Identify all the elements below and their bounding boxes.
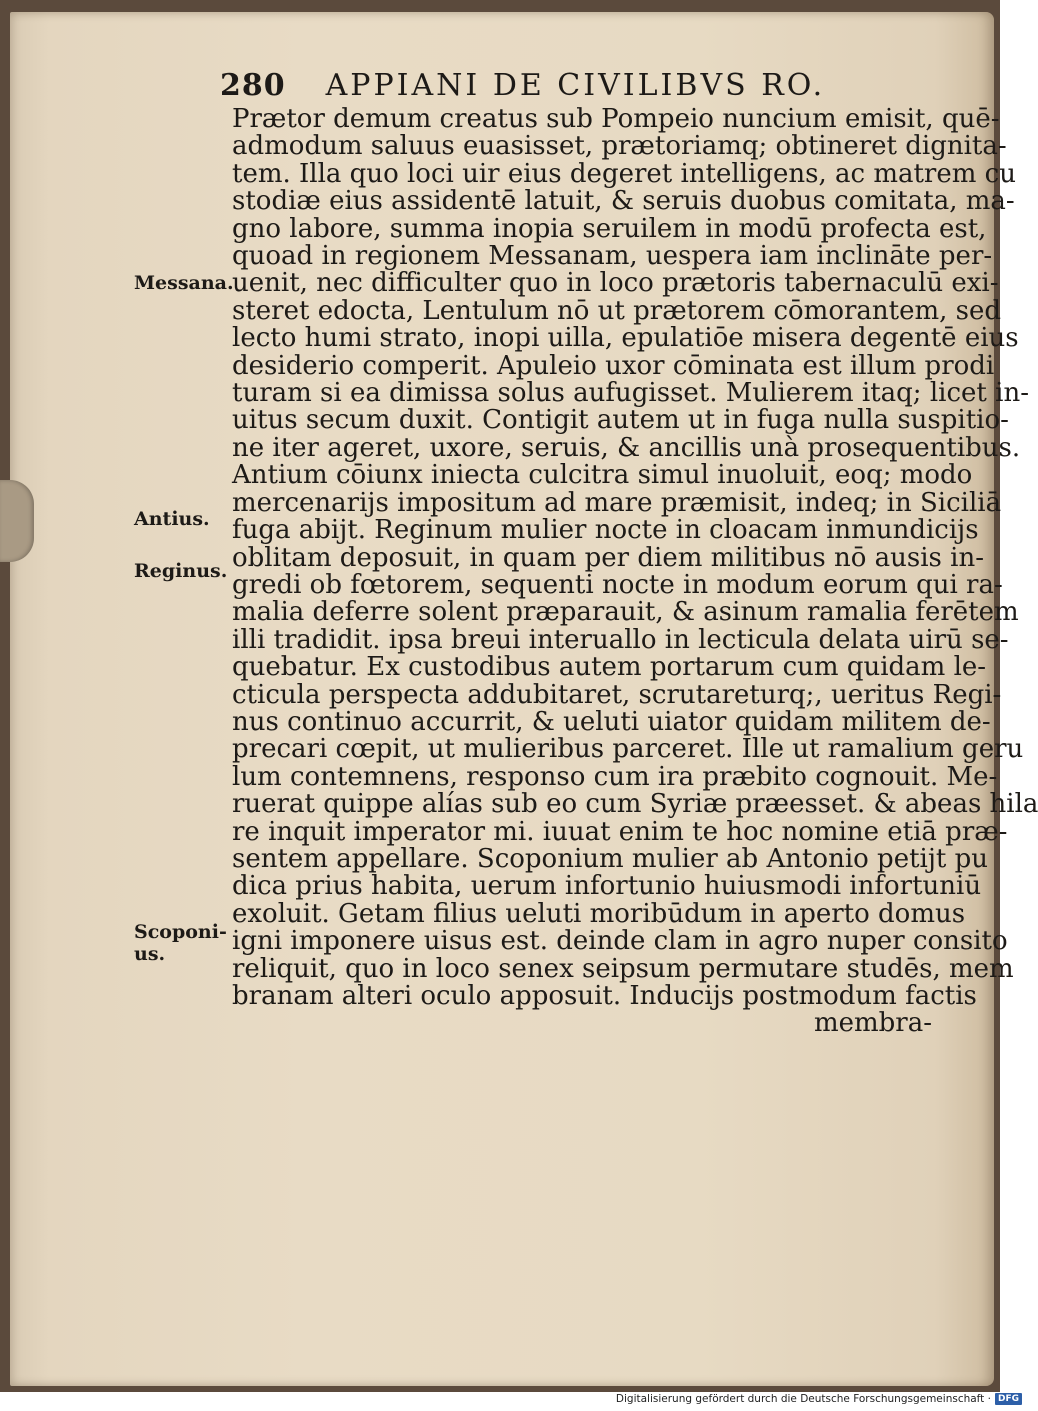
text-line: tem. Illa quo loci uir eius degeret intelligens, ac matrem cu <box>232 158 1016 189</box>
text-line: ruerat quippe alías sub eo cum Syriæ præesset. & abeas hila <box>232 789 1038 820</box>
text-line: sentem appellare. Scoponium mulier ab Antonio petijt pu <box>232 843 989 874</box>
text-line: nus continuo accurrit, & ueluti uiator quidam militem de- <box>232 706 991 737</box>
text-line: reliquit, quo in loco senex seipsum permutare studēs, mem <box>232 953 1014 984</box>
page-header <box>220 68 940 103</box>
text-line: oblitam deposuit, in quam per diem militibus nō ausis in- <box>232 542 985 573</box>
text-line: exoluit. Getam filius ueluti moribūdum in aperto domus <box>232 898 966 929</box>
text-line: mercenarijs impositum ad mare præmisit, indeq; in Siciliā <box>232 487 1002 518</box>
dfg-logo-icon: DFG <box>995 1393 1022 1405</box>
text-line: ne iter ageret, uxore, seruis, & ancillis unà prosequentibus. <box>232 432 1021 463</box>
text-line: branam alteri oculo apposuit. Inducijs postmodum factis <box>232 981 977 1011</box>
text-line: quoad in regionem Messanam, uespera iam inclināte per- <box>232 241 993 272</box>
marginal-note: Antius. <box>134 508 210 530</box>
text-line: desiderio comperit. Apuleio uxor cōminata est illum prodi <box>232 350 995 381</box>
text-line: dica prius habita, uerum infortunio huiusmodi infortuniū <box>232 871 982 902</box>
text-line: malia deferre solent præparauit, & asinum ramalia ferētem <box>232 597 1019 628</box>
text-line: gredi ob fœtorem, sequenti nocte in modum eorum qui ra- <box>232 569 1003 600</box>
text-line: illi tradidit. ipsa breui interuallo in lecticula delata uirū se- <box>232 624 1009 655</box>
marginal-note: us. <box>134 943 166 965</box>
text-line: cticula perspecta addubitaret, scrutareturq;, ueritus Regi- <box>232 679 1002 710</box>
text-line: fuga abijt. Reginum mulier nocte in cloacam inmundicijs <box>232 515 979 546</box>
body-text <box>232 104 1038 1039</box>
text-line: gno labore, summa inopia seruilem in modū profecta est, <box>232 213 987 244</box>
text-line: turam si ea dimissa solus aufugisset. Mulierem itaq; licet in- <box>232 378 1029 409</box>
credit-text: Digitalisierung gefördert durch die Deutsche Forschungsgemeinschaft · <box>615 1393 991 1405</box>
text-line: igni imponere uisus est. deinde clam in agro nuper consito <box>232 926 1008 957</box>
running-head: APPIANI DE CIVILIBVS RO. <box>325 68 826 103</box>
text-line: admodum saluus euasisset, prætoriamq; obtineret dignita- <box>232 131 1007 162</box>
catchword: membra- <box>813 1008 932 1039</box>
marginal-note: Messana. <box>134 272 234 294</box>
text-line: Prætor demum creatus sub Pompeio nuncium emisit, quē- <box>232 104 1000 134</box>
text-line: uitus secum duxit. Contigit autem ut in fuga nulla suspitio- <box>232 405 1009 436</box>
text-line: quebatur. Ex custodibus autem portarum cum quidam le- <box>232 652 987 683</box>
bookmark-tab <box>0 480 34 562</box>
text-line: steret edocta, Lentulum nō ut prætorem cōmorantem, sed <box>232 295 1002 326</box>
text-line: re inquit imperator mi. iuuat enim te hoc nomine etiā præ- <box>232 816 1008 847</box>
marginal-note: Reginus. <box>134 560 228 582</box>
text-line: lecto humi strato, inopi uilla, epulatiōe misera degentē eius <box>232 323 1019 354</box>
text-line: stodiæ eius assidentē latuit, & seruis duobus comitata, ma- <box>232 186 1015 217</box>
text-line: uenit, nec difficulter quo in loco prætoris tabernaculū exi- <box>232 268 999 299</box>
digitization-credit <box>616 1393 1022 1405</box>
text-line: precari cœpit, ut mulieribus parceret. Ille ut ramalium geru <box>232 734 1024 765</box>
page-number: 280 <box>220 68 286 103</box>
text-line: lum contemnens, responso cum ira præbito cognouit. Me- <box>232 761 998 792</box>
marginal-note: Scoponi- <box>134 921 227 943</box>
text-line: Antium cōiunx iniecta culcitra simul inuoluit, eoq; modo <box>232 460 973 491</box>
